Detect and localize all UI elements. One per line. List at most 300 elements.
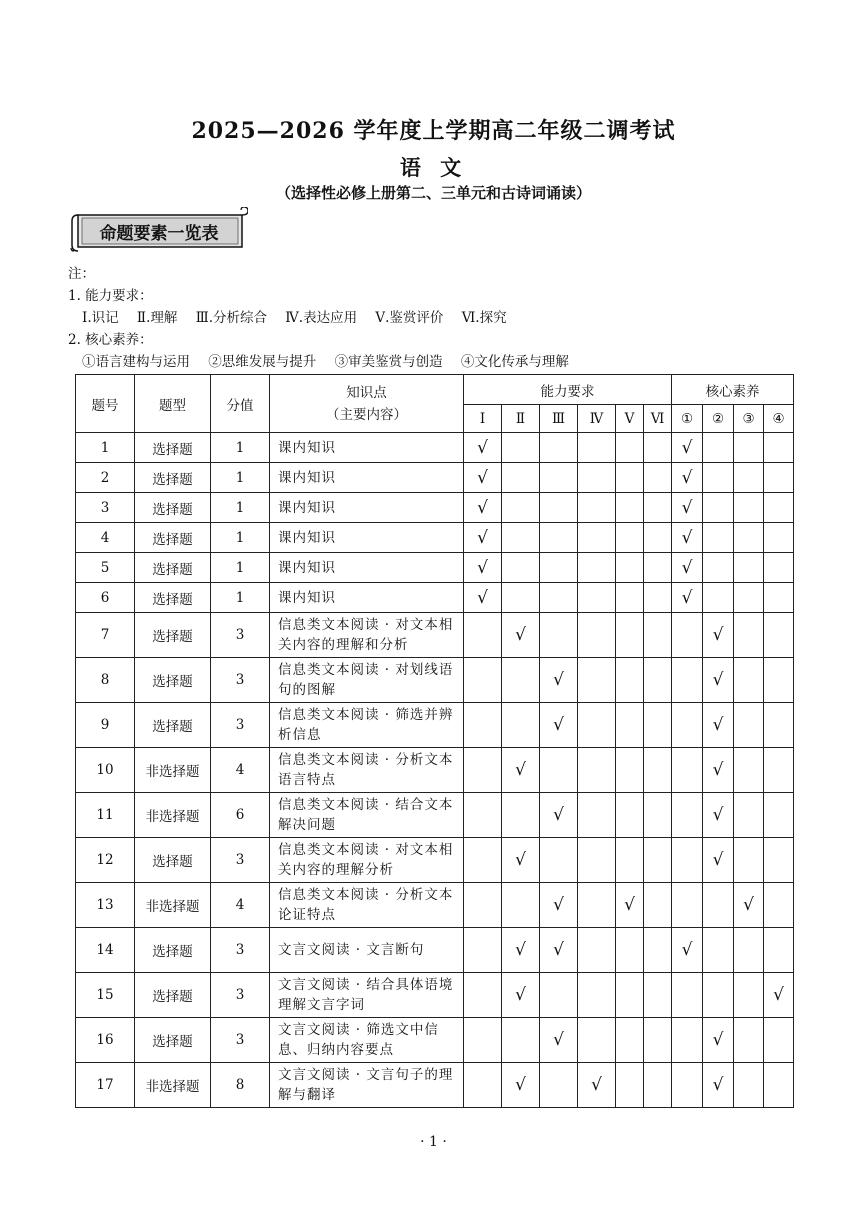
literacy-cell — [764, 883, 794, 928]
check-mark: √ — [591, 1075, 602, 1095]
table-row — [76, 973, 794, 1018]
literacy-cell — [734, 1018, 764, 1063]
check-mark: √ — [681, 437, 693, 458]
question-type: 非选择题 — [135, 793, 211, 838]
header-ability: 能力要求 — [464, 375, 672, 405]
question-score: 3 — [211, 658, 270, 703]
literacy-cell — [734, 703, 764, 748]
literacy-item: ①语言建构与运用 — [82, 354, 190, 370]
ability-cell — [464, 748, 502, 793]
literacy-cell — [672, 463, 703, 493]
section-banner — [70, 207, 248, 255]
literacy-cell — [703, 433, 734, 463]
ability-cell — [616, 703, 644, 748]
check-mark: √ — [553, 715, 564, 735]
question-type: 非选择题 — [135, 748, 211, 793]
check-mark: √ — [515, 940, 526, 960]
table-row — [76, 703, 794, 748]
ability-cell — [578, 493, 616, 523]
ability-cell — [578, 928, 616, 973]
literacy-cell — [764, 928, 794, 973]
ability-cell — [644, 553, 672, 583]
ability-cell — [540, 433, 578, 463]
ability-col-header: Ⅴ — [616, 405, 644, 433]
ability-cell — [540, 493, 578, 523]
ability-cell — [644, 523, 672, 553]
knowledge-point: 信息类文本阅读 · 对文本相关内容的理解和分析 — [270, 613, 464, 658]
ability-cell — [616, 583, 644, 613]
ability-cell — [540, 463, 578, 493]
check-mark: √ — [515, 985, 526, 1005]
ability-cell — [644, 973, 672, 1018]
literacy-cell — [764, 973, 794, 1018]
question-type: 选择题 — [135, 493, 211, 523]
literacy-cell — [703, 583, 734, 613]
question-number: 14 — [76, 928, 135, 973]
ability-cell — [502, 703, 540, 748]
literacy-cell — [734, 748, 764, 793]
ability-cell — [578, 703, 616, 748]
question-score: 3 — [211, 1018, 270, 1063]
ability-list — [68, 307, 583, 329]
ability-cell — [644, 658, 672, 703]
ability-cell — [644, 613, 672, 658]
check-mark: √ — [712, 760, 724, 780]
question-number: 10 — [76, 748, 135, 793]
literacy-col-header: ② — [703, 405, 734, 433]
header-knowledge — [270, 375, 464, 433]
ability-cell — [540, 553, 578, 583]
check-mark: √ — [712, 1075, 724, 1095]
ability-cell — [578, 463, 616, 493]
question-score: 3 — [211, 838, 270, 883]
ability-cell — [616, 928, 644, 973]
ability-cell — [616, 1063, 644, 1108]
table-row — [76, 1018, 794, 1063]
literacy-cell — [734, 973, 764, 1018]
check-mark: √ — [712, 625, 724, 645]
header-kp-label: 知识点 — [346, 384, 387, 401]
question-score: 1 — [211, 493, 270, 523]
check-mark: √ — [712, 850, 724, 870]
literacy-cell — [672, 928, 703, 973]
question-score: 1 — [211, 583, 270, 613]
question-type: 选择题 — [135, 658, 211, 703]
ability-cell — [616, 838, 644, 883]
literacy-cell — [764, 1063, 794, 1108]
check-mark: √ — [553, 670, 564, 690]
literacy-cell — [703, 793, 734, 838]
ability-cell — [502, 1018, 540, 1063]
ability-cell — [540, 613, 578, 658]
ability-cell — [464, 793, 502, 838]
literacy-cell — [734, 658, 764, 703]
ability-col-header: Ⅱ — [502, 405, 540, 433]
knowledge-point: 课内知识 — [270, 433, 464, 463]
ability-cell — [502, 553, 540, 583]
check-mark: √ — [681, 587, 693, 608]
table-row — [76, 658, 794, 703]
ability-cell — [578, 433, 616, 463]
question-score: 8 — [211, 1063, 270, 1108]
ability-cell — [578, 583, 616, 613]
ability-cell — [502, 748, 540, 793]
ability-cell — [464, 493, 502, 523]
ability-cell — [464, 523, 502, 553]
ability-col-header: Ⅲ — [540, 405, 578, 433]
ability-cell — [540, 748, 578, 793]
question-number: 17 — [76, 1063, 135, 1108]
question-score: 3 — [211, 928, 270, 973]
ability-cell — [540, 583, 578, 613]
ability-cell — [540, 1063, 578, 1108]
check-mark: √ — [477, 437, 488, 458]
check-mark: √ — [624, 895, 635, 915]
ability-cell — [464, 463, 502, 493]
question-type: 选择题 — [135, 433, 211, 463]
check-mark: √ — [773, 985, 784, 1005]
ability-title: 1. 能力要求： — [68, 288, 153, 304]
question-type: 选择题 — [135, 1018, 211, 1063]
ability-cell — [464, 1063, 502, 1108]
ability-cell — [616, 433, 644, 463]
literacy-cell — [703, 493, 734, 523]
question-number: 11 — [76, 793, 135, 838]
table-row — [76, 613, 794, 658]
ability-cell — [616, 613, 644, 658]
knowledge-point: 信息类文本阅读 · 分析文本论证特点 — [270, 883, 464, 928]
question-number: 4 — [76, 523, 135, 553]
table-row — [76, 523, 794, 553]
check-mark: √ — [712, 715, 724, 735]
question-type: 选择题 — [135, 553, 211, 583]
ability-cell — [644, 1018, 672, 1063]
question-score: 1 — [211, 553, 270, 583]
literacy-cell — [703, 703, 734, 748]
literacy-cell — [703, 613, 734, 658]
ability-cell — [540, 928, 578, 973]
ability-cell — [502, 973, 540, 1018]
ability-cell — [578, 658, 616, 703]
ability-item: Ⅲ.分析综合 — [195, 310, 267, 326]
check-mark: √ — [515, 625, 526, 645]
knowledge-point: 课内知识 — [270, 523, 464, 553]
literacy-cell — [672, 703, 703, 748]
question-type: 选择题 — [135, 838, 211, 883]
ability-cell — [540, 793, 578, 838]
check-mark: √ — [553, 805, 564, 825]
ability-col-header: Ⅵ — [644, 405, 672, 433]
literacy-cell — [734, 583, 764, 613]
literacy-col-header: ④ — [764, 405, 794, 433]
check-mark: √ — [681, 940, 693, 960]
table-row — [76, 748, 794, 793]
header-kp-sub: （主要内容） — [326, 406, 407, 423]
literacy-item: ②思维发展与提升 — [208, 354, 317, 370]
literacy-cell — [734, 1063, 764, 1108]
ability-cell — [644, 1063, 672, 1108]
literacy-cell — [672, 613, 703, 658]
ability-item: Ⅴ.鉴赏评价 — [375, 310, 444, 326]
check-mark: √ — [515, 760, 526, 780]
literacy-list — [68, 351, 583, 373]
ability-cell — [578, 793, 616, 838]
ability-cell — [464, 613, 502, 658]
exam-scope: （选择性必修上册第二、三单元和古诗词诵读） — [275, 184, 591, 202]
header-score: 分值 — [211, 375, 270, 433]
literacy-item: ③审美鉴赏与创造 — [334, 354, 443, 370]
ability-cell — [644, 433, 672, 463]
literacy-cell — [703, 838, 734, 883]
literacy-cell — [734, 613, 764, 658]
literacy-cell — [764, 493, 794, 523]
question-type: 选择题 — [135, 928, 211, 973]
ability-cell — [502, 493, 540, 523]
knowledge-point: 文言文阅读 · 文言断句 — [270, 928, 464, 973]
ability-cell — [502, 1063, 540, 1108]
ability-cell — [644, 883, 672, 928]
check-mark: √ — [477, 557, 488, 578]
literacy-cell — [703, 928, 734, 973]
subject-title: 语 文 — [399, 155, 468, 180]
question-score: 3 — [211, 973, 270, 1018]
question-number: 8 — [76, 658, 135, 703]
literacy-cell — [734, 838, 764, 883]
ability-cell — [502, 658, 540, 703]
question-number: 7 — [76, 613, 135, 658]
question-number: 16 — [76, 1018, 135, 1063]
ability-cell — [502, 433, 540, 463]
check-mark: √ — [553, 895, 564, 915]
literacy-cell — [672, 493, 703, 523]
literacy-cell — [764, 748, 794, 793]
ability-col-header: Ⅰ — [464, 405, 502, 433]
ability-cell — [578, 748, 616, 793]
ability-cell — [616, 658, 644, 703]
question-number: 9 — [76, 703, 135, 748]
knowledge-point: 课内知识 — [270, 553, 464, 583]
page-number: · 1 · — [420, 1134, 447, 1150]
elements-table — [75, 374, 794, 1108]
literacy-col-header: ① — [672, 405, 703, 433]
ability-cell — [502, 613, 540, 658]
ability-cell — [464, 883, 502, 928]
literacy-cell — [672, 523, 703, 553]
knowledge-point: 课内知识 — [270, 583, 464, 613]
ability-item: Ⅰ.识记 — [82, 310, 119, 326]
check-mark: √ — [681, 527, 693, 548]
ability-cell — [464, 433, 502, 463]
question-score: 4 — [211, 883, 270, 928]
table-row — [76, 883, 794, 928]
ability-cell — [578, 838, 616, 883]
table-row — [76, 583, 794, 613]
check-mark: √ — [515, 850, 526, 870]
notes-block — [68, 263, 583, 373]
ability-cell — [578, 1063, 616, 1108]
ability-cell — [644, 703, 672, 748]
ability-cell — [464, 928, 502, 973]
question-number: 13 — [76, 883, 135, 928]
literacy-cell — [672, 883, 703, 928]
question-score: 4 — [211, 748, 270, 793]
literacy-cell — [672, 1018, 703, 1063]
literacy-cell — [764, 1018, 794, 1063]
ability-cell — [502, 463, 540, 493]
literacy-cell — [672, 973, 703, 1018]
ability-cell — [644, 748, 672, 793]
question-number: 15 — [76, 973, 135, 1018]
literacy-cell — [703, 973, 734, 1018]
ability-cell — [578, 1018, 616, 1063]
table-row — [76, 1063, 794, 1108]
banner-label: 命题要素一览表 — [99, 224, 219, 244]
literacy-cell — [672, 1063, 703, 1108]
table-row — [76, 493, 794, 523]
literacy-cell — [672, 433, 703, 463]
ability-cell — [644, 793, 672, 838]
literacy-col-header: ③ — [734, 405, 764, 433]
check-mark: √ — [681, 467, 693, 488]
literacy-cell — [703, 1063, 734, 1108]
notes-label: 注： — [68, 266, 95, 282]
literacy-cell — [672, 748, 703, 793]
ability-cell — [540, 523, 578, 553]
question-score: 6 — [211, 793, 270, 838]
ability-cell — [464, 553, 502, 583]
header-type: 题型 — [135, 375, 211, 433]
question-type: 选择题 — [135, 613, 211, 658]
literacy-cell — [764, 703, 794, 748]
question-type: 选择题 — [135, 973, 211, 1018]
check-mark: √ — [743, 895, 754, 915]
literacy-cell — [703, 883, 734, 928]
ability-cell — [502, 883, 540, 928]
ability-cell — [616, 463, 644, 493]
literacy-cell — [734, 463, 764, 493]
ability-cell — [616, 793, 644, 838]
ability-cell — [578, 523, 616, 553]
check-mark: √ — [681, 557, 693, 578]
literacy-cell — [764, 553, 794, 583]
ability-cell — [540, 883, 578, 928]
table-row — [76, 553, 794, 583]
question-number: 5 — [76, 553, 135, 583]
literacy-item: ④文化传承与理解 — [460, 354, 569, 370]
question-number: 6 — [76, 583, 135, 613]
check-mark: √ — [553, 1030, 564, 1050]
knowledge-point: 课内知识 — [270, 493, 464, 523]
literacy-cell — [764, 838, 794, 883]
check-mark: √ — [712, 670, 724, 690]
question-score: 3 — [211, 613, 270, 658]
knowledge-point: 信息类文本阅读 · 分析文本语言特点 — [270, 748, 464, 793]
question-number: 12 — [76, 838, 135, 883]
table-row — [76, 463, 794, 493]
ability-cell — [644, 928, 672, 973]
literacy-cell — [764, 613, 794, 658]
literacy-cell — [734, 883, 764, 928]
knowledge-point: 信息类文本阅读 · 对文本相关内容的理解分析 — [270, 838, 464, 883]
ability-cell — [464, 583, 502, 613]
question-score: 1 — [211, 523, 270, 553]
ability-cell — [464, 703, 502, 748]
literacy-cell — [672, 583, 703, 613]
literacy-cell — [734, 928, 764, 973]
ability-cell — [616, 493, 644, 523]
check-mark: √ — [477, 587, 488, 608]
ability-cell — [464, 838, 502, 883]
ability-cell — [502, 583, 540, 613]
literacy-cell — [672, 838, 703, 883]
ability-cell — [540, 838, 578, 883]
table-row — [76, 793, 794, 838]
header-literacy: 核心素养 — [672, 375, 794, 405]
literacy-cell — [734, 433, 764, 463]
question-type: 选择题 — [135, 523, 211, 553]
literacy-cell — [764, 583, 794, 613]
table-row — [76, 433, 794, 463]
literacy-cell — [734, 493, 764, 523]
literacy-cell — [764, 658, 794, 703]
literacy-cell — [672, 553, 703, 583]
ability-cell — [616, 1018, 644, 1063]
literacy-cell — [764, 463, 794, 493]
ability-cell — [644, 463, 672, 493]
question-score: 1 — [211, 463, 270, 493]
question-type: 非选择题 — [135, 1063, 211, 1108]
ability-cell — [578, 553, 616, 583]
question-number: 1 — [76, 433, 135, 463]
check-mark: √ — [477, 527, 488, 548]
knowledge-point: 文言文阅读 · 筛选文中信息、归纳内容要点 — [270, 1018, 464, 1063]
ability-cell — [464, 658, 502, 703]
question-type: 选择题 — [135, 463, 211, 493]
ability-cell — [578, 613, 616, 658]
ability-cell — [540, 1018, 578, 1063]
ability-cell — [464, 973, 502, 1018]
literacy-cell — [764, 433, 794, 463]
literacy-cell — [703, 523, 734, 553]
question-score: 1 — [211, 433, 270, 463]
ability-cell — [502, 928, 540, 973]
literacy-cell — [703, 463, 734, 493]
literacy-cell — [764, 523, 794, 553]
ability-cell — [464, 1018, 502, 1063]
check-mark: √ — [553, 940, 564, 960]
question-type: 选择题 — [135, 703, 211, 748]
check-mark: √ — [477, 497, 488, 518]
ability-col-header: Ⅳ — [578, 405, 616, 433]
exam-title: 2025—2026 学年度上学期高二年级二调考试 — [191, 118, 676, 144]
literacy-cell — [703, 553, 734, 583]
literacy-cell — [764, 793, 794, 838]
literacy-title: 2. 核心素养： — [68, 332, 153, 348]
ability-cell — [578, 973, 616, 1018]
ability-cell — [502, 523, 540, 553]
literacy-cell — [734, 553, 764, 583]
question-type: 选择题 — [135, 583, 211, 613]
ability-cell — [502, 793, 540, 838]
check-mark: √ — [515, 1075, 526, 1095]
knowledge-point: 信息类文本阅读 · 对划线语句的图解 — [270, 658, 464, 703]
ability-cell — [616, 883, 644, 928]
question-type: 非选择题 — [135, 883, 211, 928]
ability-cell — [502, 838, 540, 883]
knowledge-point: 文言文阅读 · 结合具体语境理解文言字词 — [270, 973, 464, 1018]
ability-item: Ⅳ.表达应用 — [285, 310, 358, 326]
ability-cell — [616, 748, 644, 793]
